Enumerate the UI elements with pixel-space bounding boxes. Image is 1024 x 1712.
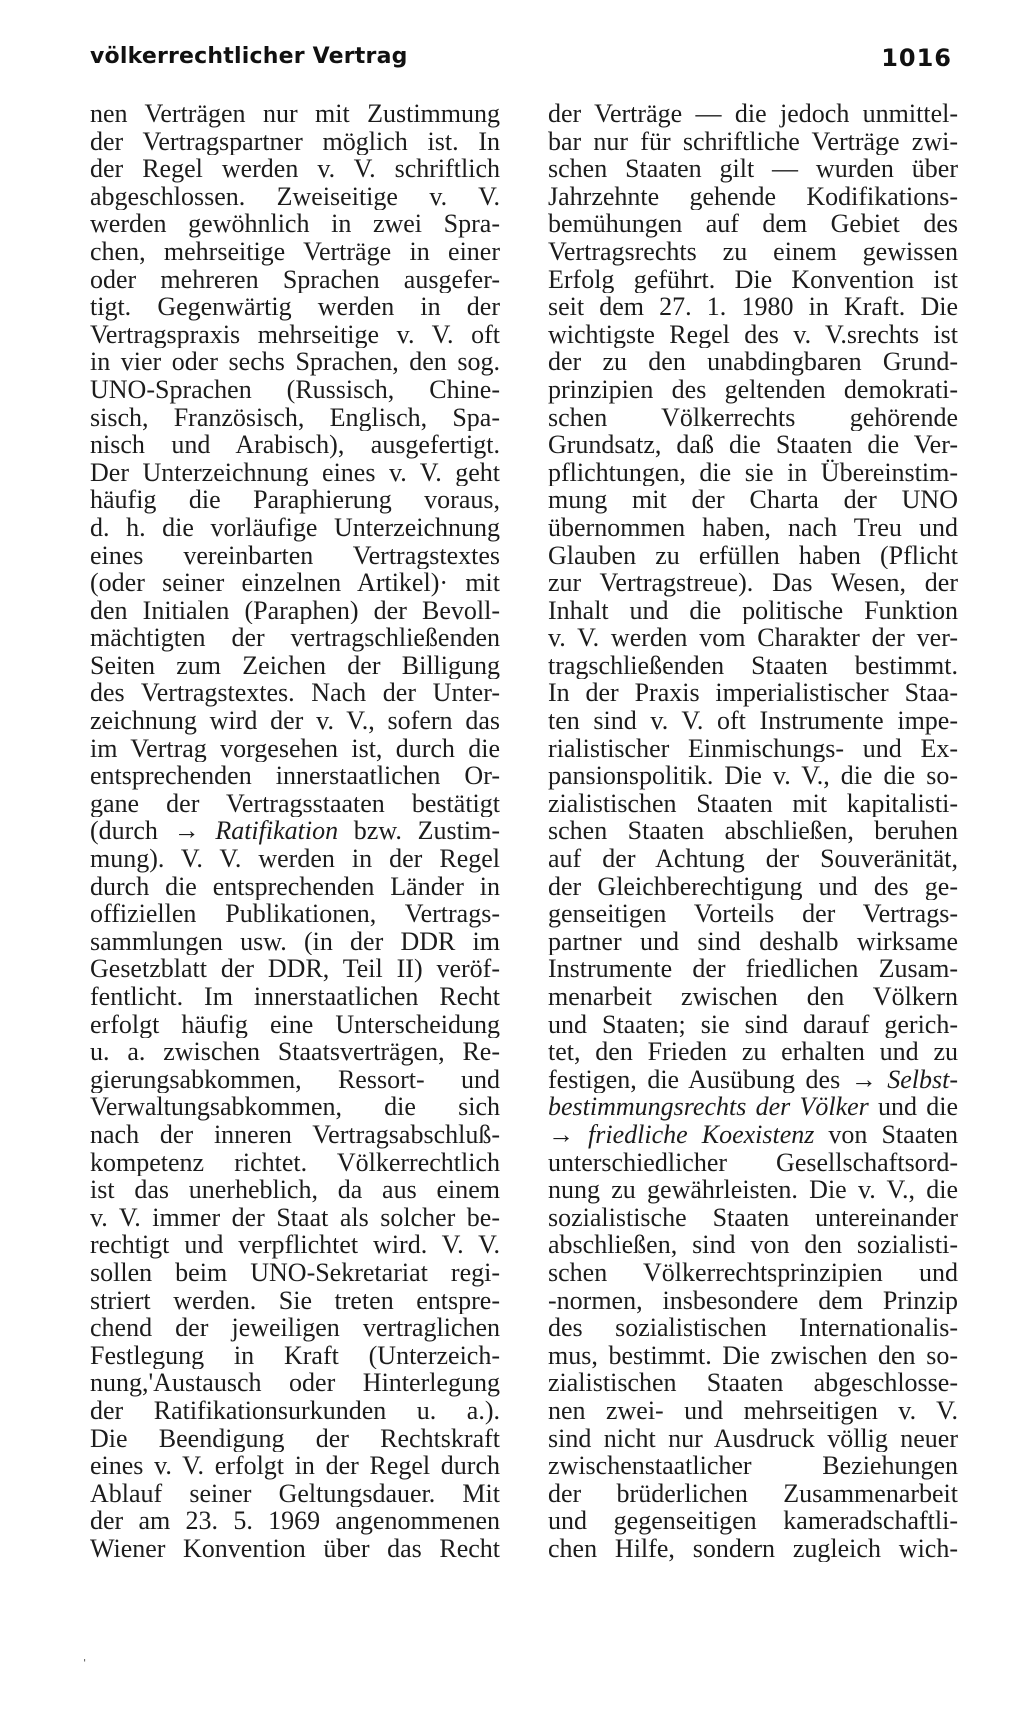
text-column-left [90,100,500,1562]
text-line: nen zwei- und mehrseitigen v. V. [548,1396,958,1425]
text-line: mung). V. V. werden in der Regel [90,845,500,873]
text-run: (durch → [90,817,216,846]
text-line: in vier oder sechs Sprachen, den sog. [90,348,500,376]
text-line: pansionspolitik. Die v. V., die die so- [548,762,958,790]
text-run: → [548,1120,589,1149]
text-line: der Verträge — die jedoch unmittel- [548,100,958,128]
text-line: werden gewöhnlich in zwei Spra- [90,210,500,238]
cross-reference: Ratifikation [215,817,339,846]
text-line: Erfolg geführt. Die Konvention ist [548,265,958,294]
text-line: -normen, insbesondere dem Prinzip [548,1286,958,1315]
text-line: rialistischer Einmischungs- und Ex- [548,734,958,763]
text-line: im Vertrag vorgesehen ist, durch die [90,734,500,763]
text-line: wichtigste Regel des v. V.srechts ist [548,320,958,349]
text-line: schen Völkerrechtsprinzipien und [548,1258,958,1287]
text-line: zur Vertragstreue). Das Wesen, der [548,569,958,597]
text-line: chend der jeweiligen vertraglichen [90,1314,500,1342]
cross-reference: Selbst- [887,1065,958,1094]
text-line: eines v. V. erfolgt in der Regel durch [90,1452,500,1480]
text-line: seit dem 27. 1. 1980 in Kraft. Die [548,293,958,321]
text-line: sammlungen usw. (in der DDR im [90,927,500,956]
text-line: nach der inneren Vertragsabschluß- [90,1120,500,1149]
text-line: partner und sind deshalb wirksame [548,927,958,956]
text-line: Gesetzblatt der DDR, Teil II) veröf- [90,955,500,983]
text-line: Die Beendigung der Rechtskraft [90,1424,500,1453]
text-line: abschließen, sind von den sozialisti- [548,1231,958,1259]
text-line: den Initialen (Paraphen) der Bevoll- [90,596,500,625]
text-line: gane der Vertragsstaaten bestätigt [90,789,500,818]
text-line: v. V. immer der Staat als solcher be- [90,1203,500,1232]
text-line: bar nur für schriftliche Verträge zwi- [548,127,958,156]
text-line: und gegenseitigen kameradschaftli- [548,1507,958,1535]
text-line: Ablauf seiner Geltungsdauer. Mit [90,1479,500,1508]
text-line: Wiener Konvention über das Recht [90,1534,500,1563]
text-line: In der Praxis imperialistischer Staa- [548,679,958,708]
text-line: nung zu gewährleisten. Die v. V., die [548,1176,958,1204]
text-line: des sozialistischen Internationalis- [548,1314,958,1342]
text-line: oder mehreren Sprachen ausgefer- [90,265,500,294]
cross-reference: bestimmungsrechts der Völker [548,1093,869,1121]
text-line: menarbeit zwischen den Völkern [548,983,958,1011]
page-number: 1016 [881,44,952,72]
text-line: Vertragspraxis mehrseitige v. V. oft [90,320,500,349]
text-line: zialistischen Staaten abgeschlosse- [548,1369,958,1397]
text-line: zeichnung wird der v. V., sofern das [90,707,500,735]
text-line: chen Hilfe, sondern zugleich wich- [548,1534,958,1563]
text-line: Festlegung in Kraft (Unterzeich- [90,1341,500,1370]
text-line: nisch und Arabisch), ausgefertigt. [90,431,500,459]
text-line: des Vertragstextes. Nach der Unter- [90,679,500,708]
text-line: erfolgt häufig eine Unterscheidung [90,1010,500,1039]
text-line: schen Staaten abschließen, beruhen [548,817,958,846]
text-line: d. h. die vorläufige Unterzeichnung [90,513,500,542]
running-head: völkerrechtlicher Vertrag [90,44,408,69]
text-line: und Staaten; sie sind darauf gerich- [548,1010,958,1039]
text-line: schen Völkerrechts gehörende [548,403,958,432]
text-line [548,1093,958,1121]
text-line: UNO-Sprachen (Russisch, Chine- [90,375,500,404]
text-line: sind nicht nur Ausdruck völlig neuer [548,1424,958,1453]
text-line: Jahrzehnte gehende Kodifikations- [548,182,958,211]
text-line: tragschließenden Staaten bestimmt. [548,651,958,680]
text-line: fentlicht. Im innerstaatlichen Recht [90,983,500,1011]
text-line: abgeschlossen. Zweiseitige v. V. [90,182,500,211]
text-line: chen, mehrseitige Verträge in einer [90,237,500,266]
text-line: mus, bestimmt. Die zwischen den so- [548,1341,958,1370]
text-line: ten sind v. V. oft Instrumente impe- [548,707,958,735]
text-line: unterschiedlicher Gesellschaftsord- [548,1148,958,1177]
text-line: gierungsabkommen, Ressort- und [90,1065,500,1094]
text-run: bzw. Zustim- [338,817,500,846]
text-line: nung,'Austausch oder Hinterlegung [90,1369,500,1397]
text-line: sollen beim UNO-Sekretariat regi- [90,1258,500,1287]
text-line: der Gleichberechtigung und des ge- [548,872,958,901]
text-run: und die [868,1093,958,1121]
text-line: zwischenstaatlicher Beziehungen [548,1452,958,1480]
margin-mark: ˌ [82,1645,88,1662]
text-line: zialistischen Staaten mit kapitalisti- [548,789,958,818]
text-line: v. V. werden vom Charakter der ver- [548,624,958,652]
text-line: ist das unerheblich, da aus einem [90,1176,500,1204]
text-line: Der Unterzeichnung eines v. V. geht [90,458,500,487]
text-line: der Ratifikationsurkunden u. a.). [90,1396,500,1425]
text-line: Vertragsrechts zu einem gewissen [548,237,958,266]
text-line: Verwaltungsabkommen, die sich [90,1093,500,1121]
text-line: kompetenz richtet. Völkerrechtlich [90,1148,500,1177]
text-line: der brüderlichen Zusammenarbeit [548,1479,958,1508]
text-line: nen Verträgen nur mit Zustimmung [90,100,500,128]
text-line: pflichtungen, die sie in Übereinstim- [548,458,958,487]
text-line: prinzipien des geltenden demokrati- [548,375,958,404]
text-line: der Vertragspartner möglich ist. In [90,127,500,156]
text-line: offiziellen Publikationen, Vertrags- [90,900,500,928]
text-line: striert werden. Sie treten entspre- [90,1286,500,1315]
text-line: mächtigten der vertragschließenden [90,624,500,652]
text-line: der Regel werden v. V. schriftlich [90,155,500,183]
text-line: bemühungen auf dem Gebiet des [548,210,958,238]
text-line: entsprechenden innerstaatlichen Or- [90,762,500,790]
text-line: Seiten zum Zeichen der Billigung [90,651,500,680]
text-line [548,1066,958,1094]
text-line: rechtigt und verpflichtet wird. V. V. [90,1231,500,1259]
cross-reference: friedliche Koexistenz [588,1120,815,1149]
text-line: der am 23. 5. 1969 angenommenen [90,1507,500,1535]
text-line: durch die entsprechenden Länder in [90,872,500,901]
text-line: genseitigen Vorteils der Vertrags- [548,900,958,928]
text-line [90,817,500,845]
text-line: Instrumente der friedlichen Zusam- [548,955,958,983]
text-line: Inhalt und die politische Funktion [548,596,958,625]
text-line: sozialistische Staaten untereinander [548,1203,958,1232]
text-line: der zu den unabdingbaren Grund- [548,348,958,376]
text-line: (oder seiner einzelnen Artikel)· mit [90,569,500,597]
text-line: sisch, Französisch, Englisch, Spa- [90,403,500,432]
text-line: auf der Achtung der Souveränität, [548,845,958,873]
text-line: tet, den Frieden zu erhalten und zu [548,1038,958,1066]
text-line [548,1121,958,1149]
text-line: übernommen haben, nach Treu und [548,513,958,542]
text-run: von Staaten [814,1120,958,1149]
text-line: tigt. Gegenwärtig werden in der [90,293,500,321]
text-line: häufig die Paraphierung voraus, [90,486,500,514]
text-column-right [548,100,958,1562]
text-line: Glauben zu erfüllen haben (Pflicht [548,541,958,570]
text-line: Grundsatz, daß die Staaten die Ver- [548,431,958,459]
text-line: eines vereinbarten Vertragstextes [90,541,500,570]
text-line: schen Staaten gilt — wurden über [548,155,958,183]
text-line: mung mit der Charta der UNO [548,486,958,514]
text-line: u. a. zwischen Staatsverträgen, Re- [90,1038,500,1066]
text-run: festigen, die Ausübung des → [548,1065,888,1094]
